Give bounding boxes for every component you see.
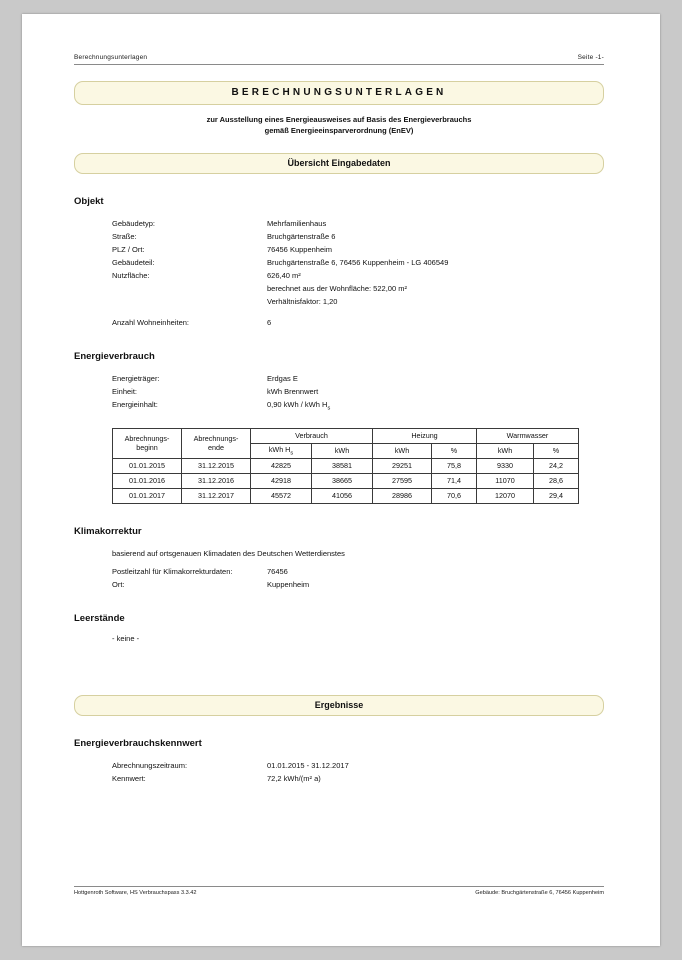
field-row	[112, 398, 604, 416]
field-value: Bruchgärtenstraße 6	[267, 232, 336, 241]
col-head-text: kWh H	[268, 444, 291, 454]
field-row	[112, 217, 604, 230]
col-abrechnungsende	[182, 428, 251, 458]
kennwert-fields	[112, 759, 604, 785]
cell: 41056	[312, 488, 373, 503]
cell: 38665	[312, 473, 373, 488]
field-value: 6	[267, 318, 272, 327]
heading-kennwert: Energieverbrauchskennwert	[74, 737, 202, 749]
field-row	[112, 565, 604, 578]
col-head-line1: Abrechnungs-	[124, 434, 170, 443]
energieverbrauch-fields	[112, 372, 604, 416]
col-heizung-kwh: kWh	[373, 443, 432, 458]
heading-energieverbrauch: Energieverbrauch	[74, 351, 155, 362]
field-label: Gebäudetyp:	[112, 219, 155, 228]
col-head-line1: Abrechnungs-	[193, 434, 239, 443]
field-row	[112, 385, 604, 398]
cell: 9330	[477, 458, 534, 473]
page-content	[74, 54, 604, 785]
objekt-fields	[112, 217, 604, 329]
document-page	[22, 14, 660, 946]
field-label: Kennwert:	[112, 773, 146, 783]
heading-objekt: Objekt	[74, 196, 104, 207]
cell: 12070	[477, 488, 534, 503]
field-row	[112, 269, 604, 282]
cell: 01.01.2016	[113, 473, 182, 488]
field-value: 626,40 m²	[267, 271, 301, 280]
cell: 27595	[373, 473, 432, 488]
cell: 31.12.2016	[182, 473, 251, 488]
col-heizung-prozent: %	[432, 443, 477, 458]
col-abrechnungsbeginn	[113, 428, 182, 458]
cell: 29,4	[534, 488, 579, 503]
footer-right-text: Gebäude: Bruchgärtenstraße 6, 76456 Kuppenheim	[475, 890, 604, 896]
subtitle-line-2: gemäß Energieeinsparverordnung (EnEV)	[264, 126, 414, 135]
cell: 11070	[477, 473, 534, 488]
field-label: Ort:	[112, 579, 125, 589]
cell: 70,6	[432, 488, 477, 503]
page-footer	[74, 886, 604, 896]
header-page-number: Seite -1-	[577, 54, 604, 61]
col-head-line2: ende	[208, 443, 224, 452]
field-row	[112, 772, 604, 785]
document-subtitle	[74, 114, 604, 136]
cell: 28986	[373, 488, 432, 503]
cell: 28,6	[534, 473, 579, 488]
field-value-text: 0,90 kWh / kWh H	[267, 400, 328, 409]
nutzflaeche-note-2: Verhältnisfaktor: 1,20	[267, 297, 338, 306]
field-value: 72,2 kWh/(m² a)	[267, 773, 321, 783]
verbrauch-table	[112, 428, 579, 504]
col-verbrauch-kwh: kWh	[312, 443, 373, 458]
field-value: Erdgas E	[267, 374, 298, 383]
field-label: Energieinhalt:	[112, 400, 158, 409]
field-label: Abrechnungszeitraum:	[112, 760, 188, 770]
header-left-text: Berechnungsunterlagen	[74, 54, 148, 61]
col-group-heizung: Heizung	[373, 428, 477, 443]
footer-left-text: Hottgenroth Software, HS Verbrauchspass 3.3.42	[74, 890, 197, 896]
col-warmwasser-kwh: kWh	[477, 443, 534, 458]
field-label: Einheit:	[112, 387, 138, 396]
field-row	[112, 256, 604, 269]
table-row	[113, 473, 579, 488]
field-label: Straße:	[112, 232, 137, 241]
heading-leerstaende: Leerstände	[74, 612, 125, 624]
cell: 42918	[251, 473, 312, 488]
field-row	[112, 230, 604, 243]
col-group-warmwasser: Warmwasser	[477, 428, 579, 443]
field-row	[112, 243, 604, 256]
field-value: 76456 Kuppenheim	[267, 245, 333, 254]
cell: 24,2	[534, 458, 579, 473]
field-value: Bruchgärtenstraße 6, 76456 Kuppenheim - LG 406549	[267, 258, 449, 267]
field-row	[112, 759, 604, 772]
cell: 45572	[251, 488, 312, 503]
cell: 71,4	[432, 473, 477, 488]
field-value: Kuppenheim	[267, 579, 310, 589]
cell: 31.12.2015	[182, 458, 251, 473]
page-header	[74, 54, 604, 65]
field-value: Mehrfamilienhaus	[267, 219, 327, 228]
cell: 75,8	[432, 458, 477, 473]
section-bar-results: Ergebnisse	[74, 695, 604, 716]
table-header-row-top	[113, 428, 579, 443]
col-group-verbrauch: Verbrauch	[251, 428, 373, 443]
field-label: PLZ / Ort:	[112, 245, 145, 254]
field-value: 76456	[267, 566, 288, 576]
field-label: Nutzfläche:	[112, 271, 150, 280]
cell: 01.01.2015	[113, 458, 182, 473]
field-label: Postleitzahl für Klimakorrekturdaten:	[112, 566, 233, 576]
field-row	[112, 578, 604, 591]
field-value: 01.01.2015 - 31.12.2017	[267, 760, 349, 770]
cell: 42825	[251, 458, 312, 473]
col-head-line2: beginn	[136, 443, 158, 452]
col-verbrauch-kwh-hs	[251, 443, 312, 458]
field-value: kWh Brennwert	[267, 387, 319, 396]
field-value	[267, 398, 604, 416]
col-head-subscript: s	[290, 450, 294, 457]
col-warmwasser-prozent: %	[534, 443, 579, 458]
field-row	[112, 372, 604, 385]
heading-klimakorrektur: Klimakorrektur	[74, 525, 142, 537]
table-row	[113, 458, 579, 473]
klimakorrektur-note: basierend auf ortsgenauen Klimadaten des Deutschen Wetterdienstes	[112, 548, 345, 558]
field-value-subscript: s	[327, 405, 331, 412]
field-label: Energieträger:	[112, 374, 160, 383]
cell: 31.12.2017	[182, 488, 251, 503]
field-row	[112, 316, 604, 329]
table-row	[113, 488, 579, 503]
field-label: Gebäudeteil:	[112, 258, 155, 267]
field-label: Anzahl Wohneinheiten:	[112, 318, 189, 327]
cell: 38581	[312, 458, 373, 473]
document-title: BERECHNUNGSUNTERLAGEN	[231, 87, 447, 98]
subtitle-line-1: zur Ausstellung eines Energieausweises auf Basis des Energieverbrauchs	[206, 115, 472, 124]
klimakorrektur-fields	[112, 565, 604, 591]
nutzflaeche-note-1: berechnet aus der Wohnfläche: 522,00 m²	[267, 284, 407, 293]
cell: 01.01.2017	[113, 488, 182, 503]
cell: 29251	[373, 458, 432, 473]
leerstaende-value: - keine -	[112, 633, 140, 643]
title-banner	[74, 81, 604, 105]
section-bar-overview: Übersicht Eingabedaten	[74, 153, 604, 174]
